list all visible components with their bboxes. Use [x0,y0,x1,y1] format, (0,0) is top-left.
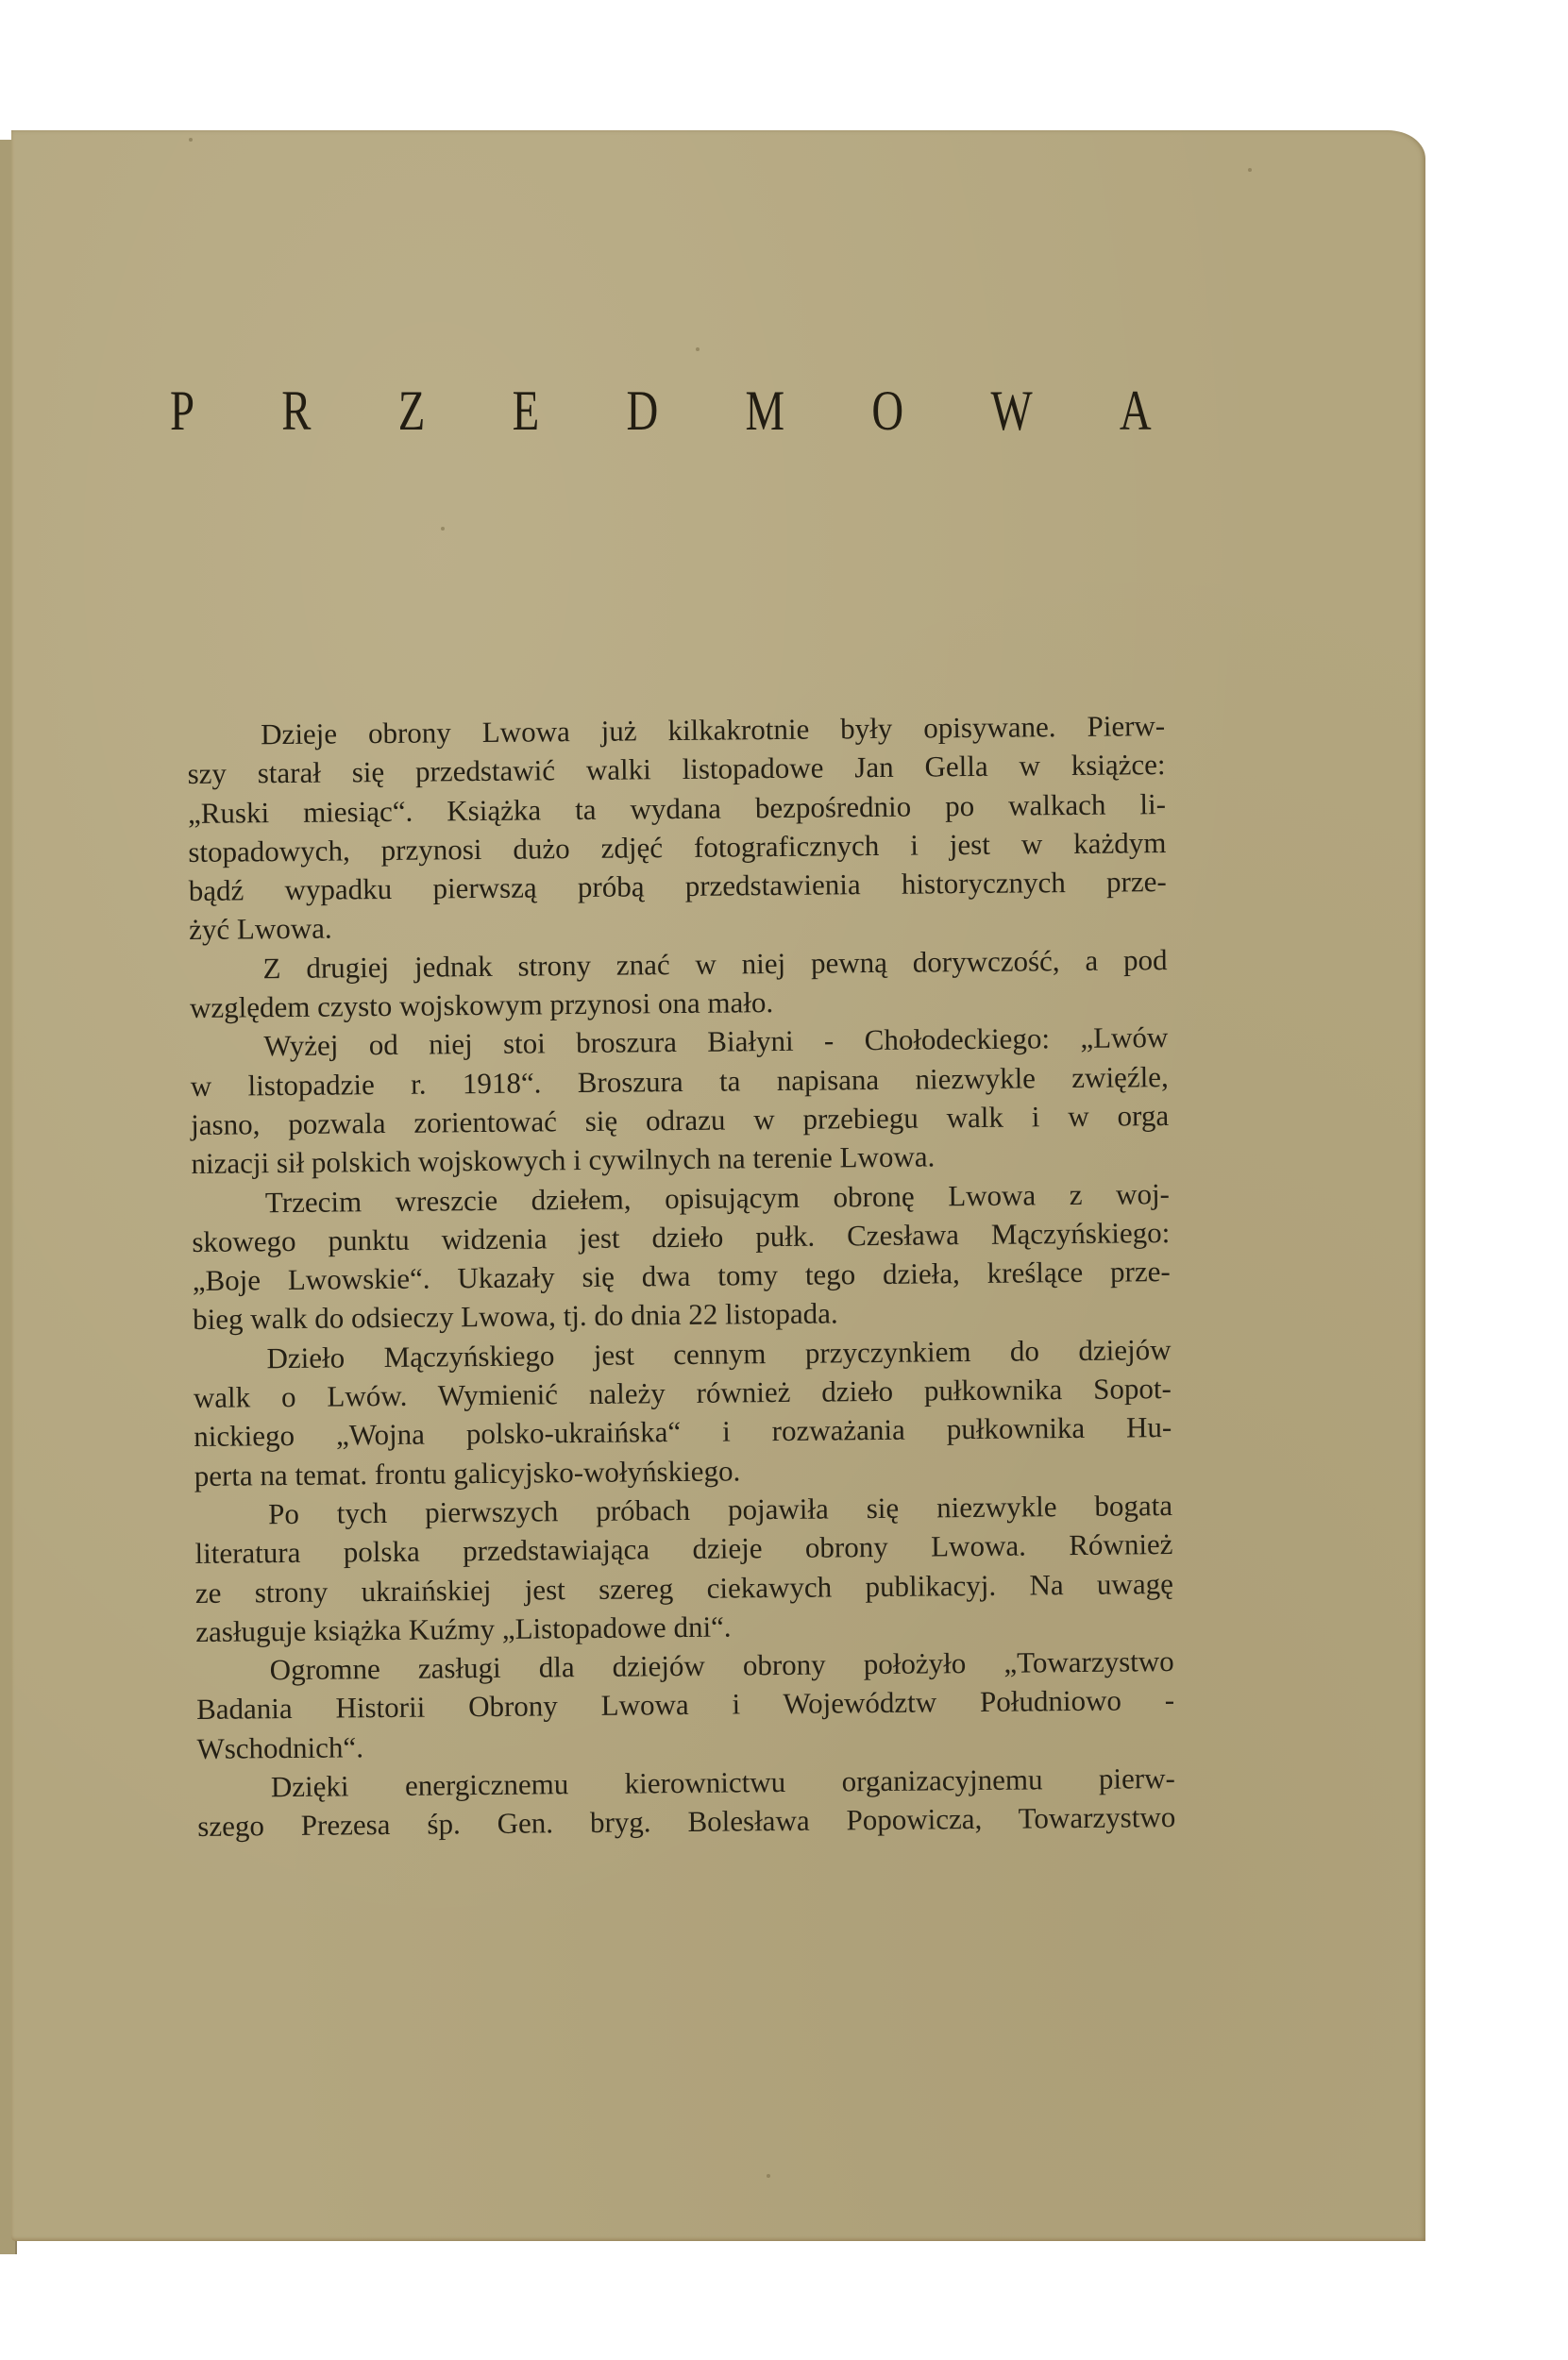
text-line: szego Prezesa śp. Gen. bryg. Bolesława Popowicza, Towarzystwo [197,1800,1176,1844]
title-letter: W [990,379,1033,442]
paper-speck [696,347,700,351]
paper-speck [1248,168,1252,172]
title-letter: Z [397,379,426,442]
text-line: „Boje Lwowskie“. Ukazały się dwa tomy tego dzieła, kreślące prze- [192,1255,1171,1298]
title-letter: O [871,379,904,442]
paper-speck [441,527,445,531]
text-line: „Ruski miesiąc“. Książka ta wydana bezpośrednio po walkach li- [187,786,1167,830]
text-line: Wschodnich“. [196,1729,364,1765]
text-line: literatura polska przedstawiająca dzieje obrony Lwowa. Również [194,1527,1173,1571]
text-line: perta na temat. frontu galicyjsko-wołyńskiego. [194,1454,741,1492]
text-line: ze strony ukraińskiej jest szereg ciekawych publikacyj. Na uwagę [194,1566,1174,1610]
text-line: bądź wypadku pierwszą próbą przedstawienia historycznych prze- [188,865,1167,908]
title-letter: D [626,379,659,442]
text-line: w listopadzie r. 1918“. Broszura ta napisana niezwykle zwięźle, [190,1059,1169,1103]
body-text [187,706,1175,1846]
text-line: Dzięki energicznemu kierownictwu organizacyjnemu pierw- [270,1762,1176,1804]
text-line: Badania Historii Obrony Lwowa i Województw Południowo - [195,1683,1175,1727]
text-line: Dzieło Mączyńskiego jest cennym przyczynkiem do dziejów [266,1332,1172,1374]
text-line: bieg walk do odsieczy Lwowa, tj. do dnia 22 listopada. [192,1296,838,1337]
text-line: Po tych pierwszych próbach pojawiła się niezwykle bogata [267,1488,1173,1531]
text-line: Trzecim wreszcie dziełem, opisującym obronę Lwowa z woj- [264,1176,1171,1219]
title-letter: P [170,379,195,442]
page-title [170,379,1152,442]
title-letter: M [745,379,785,442]
title-letter: E [512,379,540,442]
text-line: względem czysto wojskowym przynosi ona mało. [189,986,774,1025]
text-line: Ogromne zasługi dla dziejów obrony położyło „Towarzystwo [269,1644,1174,1687]
paper-speck [767,2174,770,2178]
text-line: Wyżej od niej stoi broszura Białyni - Chołodeckiego: „Lwów [263,1020,1169,1063]
text-line: Z drugiej jednak strony znać w niej pewną dorywczość, a pod [262,942,1168,986]
text-line: nickiego „Wojna polsko-ukraińska“ i rozważania pułkownika Hu- [194,1410,1172,1454]
text-line: żyć Lwowa. [189,912,332,947]
title-letter: R [281,379,312,442]
text-line: walk o Lwów. Wymienić należy również dzieło pułkownika Sopot- [193,1372,1172,1415]
text-line: szy starał się przedstawić walki listopadowe Jan Gella w książce: [187,748,1166,791]
text-line: nizacji sił polskich wojskowych i cywilnych na terenie Lwowa. [191,1139,936,1181]
text-line: jasno, pozwala zorientować się odrazu w przebiegu walk i w orga [190,1099,1170,1141]
title-letter: A [1119,379,1152,442]
text-line: stopadowych, przynosi dużo zdjęć fotograficznych i jest w każdym [188,825,1167,868]
text-line: skowego punktu widzenia jest dzieło pułk. Czesława Mączyńskiego: [192,1215,1171,1258]
paper-speck [189,138,193,142]
text-line: zasługuje książka Kuźmy „Listopadowe dni“. [195,1610,732,1648]
text-line: Dzieje obrony Lwowa już kilkakrotnie były opisywane. Pierw- [261,709,1166,751]
